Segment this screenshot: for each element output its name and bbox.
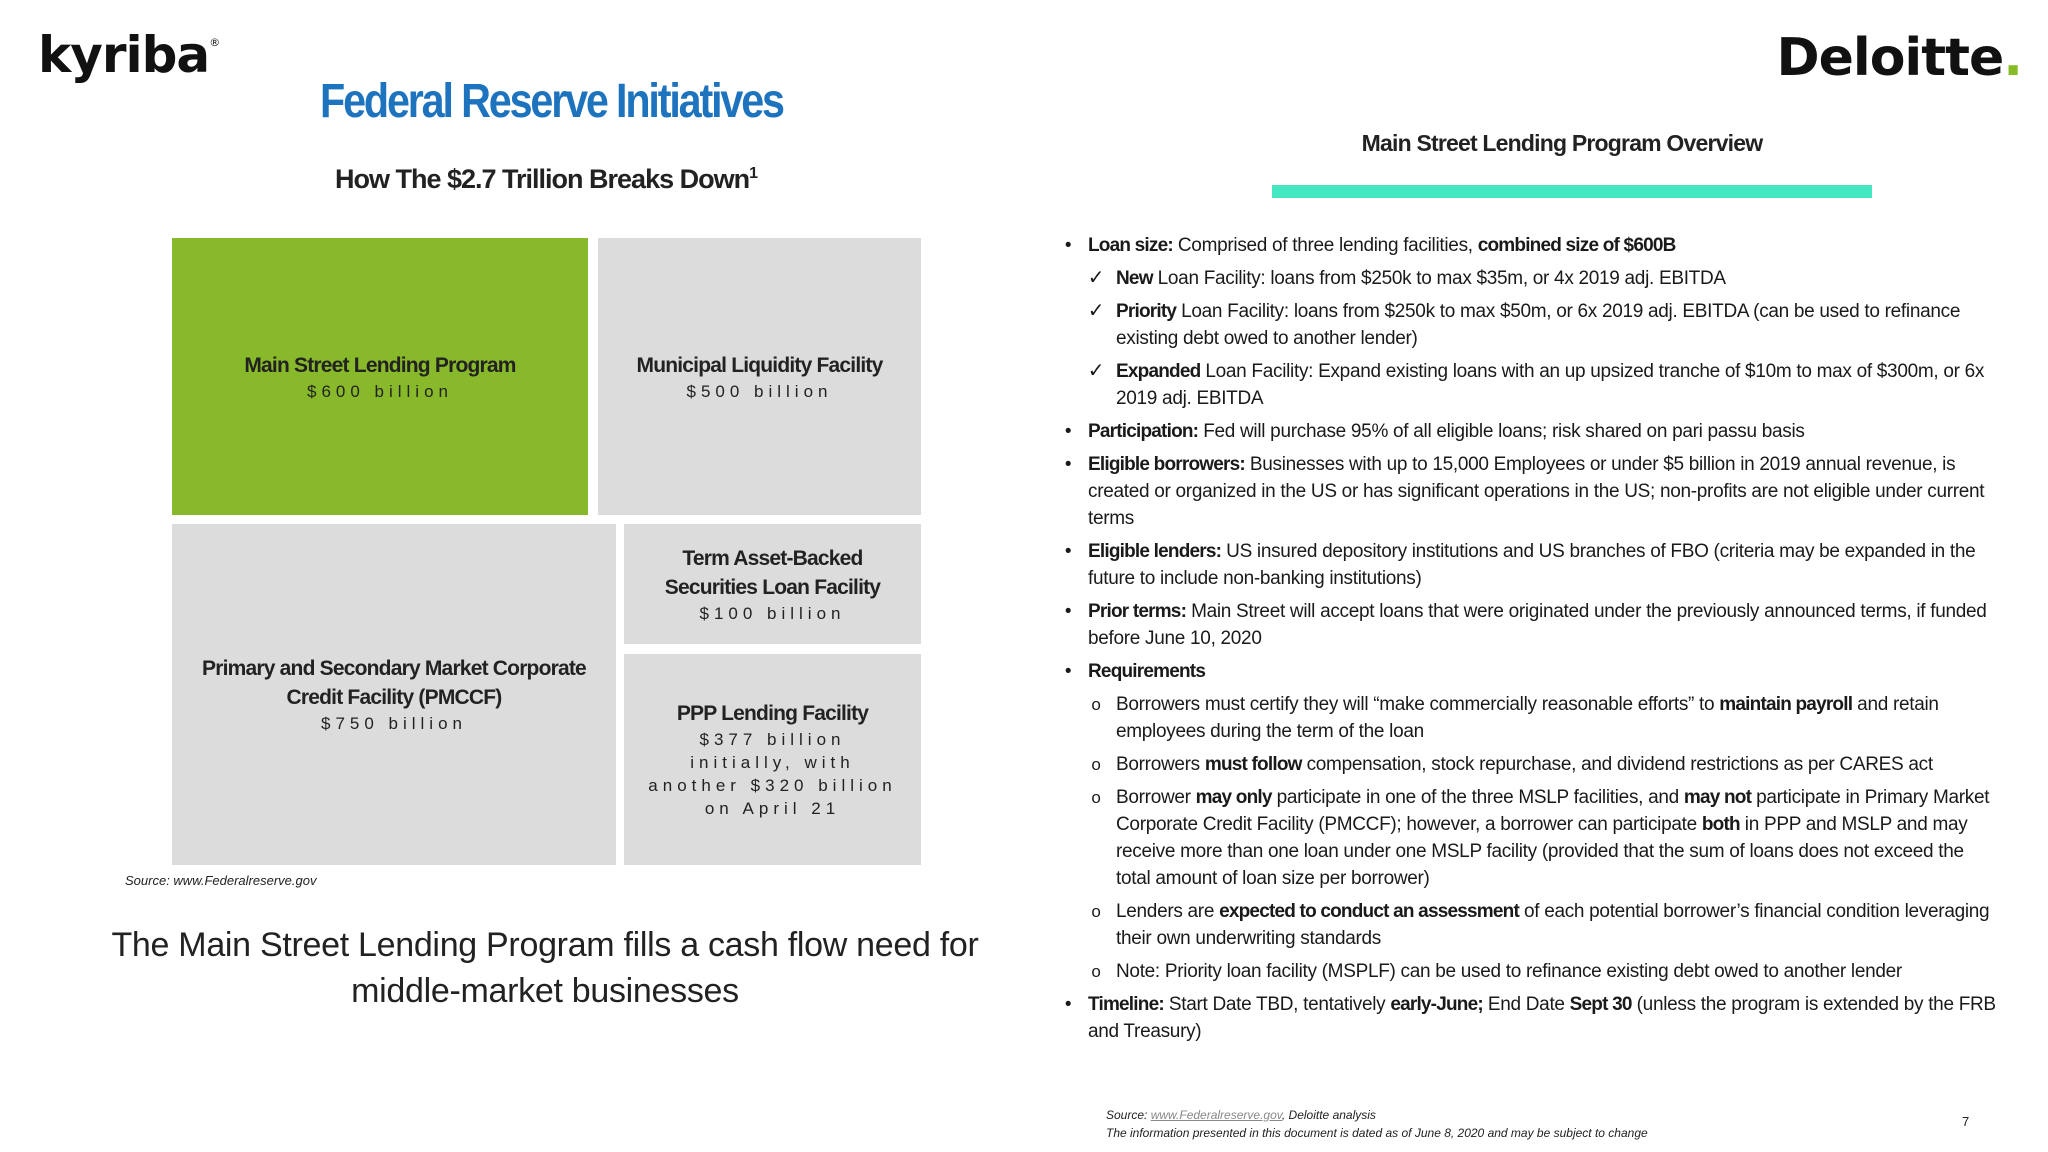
bullet-icon: • bbox=[1064, 541, 1072, 562]
tile-name: Main Street Lending Program bbox=[244, 353, 516, 377]
bullet-icon: • bbox=[1064, 994, 1072, 1015]
tile-value: $377 billion initially, with another $320 billion on April 21 bbox=[648, 730, 897, 818]
source-note: Source: www.Federalreserve.gov bbox=[125, 873, 317, 888]
circle-bullet-icon: o bbox=[1091, 788, 1101, 807]
list-item: ✓ Expanded Loan Facility: Expand existing loans with an up upsized tranche of $10m to max of $300m, or 6x 2019 adj. EBITDA bbox=[1080, 358, 2002, 412]
source-link[interactable]: www.Federalreserve.gov bbox=[1150, 1108, 1282, 1122]
tile-value: $500 billion bbox=[686, 381, 833, 401]
checkmark-icon: ✓ bbox=[1087, 360, 1105, 382]
list-item: o Borrowers must certify they will “make commercially reasonable efforts” to maintain payroll and retain employees during the term of the loan bbox=[1080, 691, 2002, 745]
tile-name: Term Asset-Backed Securities Loan Facility bbox=[664, 546, 881, 599]
list-item: • Requirements bbox=[1052, 658, 2002, 685]
tile-name: Municipal Liquidity Facility bbox=[636, 353, 883, 377]
list-item: o Lenders are expected to conduct an assessment of each potential borrower’s financial condition leveraging their own underwriting standards bbox=[1080, 898, 2002, 952]
takeaway-statement: The Main Street Lending Program fills a cash flow need for middle-market businesses bbox=[111, 926, 979, 1010]
list-item: ✓ Priority Loan Facility: loans from $250k to max $50m, or 6x 2019 adj. EBITDA (can be used to refinance existing debt owed to another lender) bbox=[1080, 298, 2002, 352]
kyriba-logo: kyriba® bbox=[38, 26, 220, 84]
bullet-icon: • bbox=[1064, 421, 1072, 442]
circle-bullet-icon: o bbox=[1091, 902, 1101, 921]
tile-value: $100 billion bbox=[699, 603, 846, 623]
list-item: • Timeline: Start Date TBD, tentatively early-June; End Date Sept 30 (unless the program is extended by the FRB and Treasury) bbox=[1052, 991, 2002, 1045]
overview-accent-bar bbox=[1272, 185, 1872, 198]
chart-title: How The $2.7 Trillion Breaks Down$^1$ bbox=[334, 164, 757, 194]
list-item: • Eligible borrowers: Businesses with up to 15,000 Employees or under $5 billion in 2019 annual revenue, is created or organized in the US or has significant operations in the US; non-profits are not eligible under current terms bbox=[1052, 451, 2002, 532]
deloitte-logo: Deloitte. bbox=[1776, 28, 2022, 88]
tile-pmccf bbox=[172, 524, 616, 865]
tile-municipal-liquidity bbox=[598, 238, 921, 515]
checkmark-icon: ✓ bbox=[1087, 300, 1105, 322]
tile-name: PPP Lending Facility bbox=[676, 702, 869, 725]
footnote: Source: www.Federalreserve.gov, Deloitte analysis The information presented in this document is dated as of June 8, 2020 and may be subject to change bbox=[1106, 1108, 1648, 1140]
bullet-icon: • bbox=[1064, 661, 1072, 682]
tile-value: $750 billion bbox=[320, 714, 467, 733]
list-item: • Loan size: Comprised of three lending facilities, combined size of $600B bbox=[1052, 232, 2002, 259]
list-item: • Participation: Fed will purchase 95% of all eligible loans; risk shared on pari passu basis bbox=[1052, 418, 2002, 445]
list-item: o Note: Priority loan facility (MSPLF) can be used to refinance existing debt owed to another lender bbox=[1080, 958, 2002, 985]
bullet-icon: • bbox=[1064, 601, 1072, 622]
tile-main-street-lending bbox=[172, 238, 588, 515]
page-number: 7 bbox=[1962, 1114, 1970, 1129]
tile-value: $600 billion bbox=[306, 381, 453, 401]
bullet-icon: • bbox=[1064, 235, 1072, 256]
checkmark-icon: ✓ bbox=[1087, 267, 1105, 289]
list-item: ✓ New Loan Facility: loans from $250k to max $35m, or 4x 2019 adj. EBITDA bbox=[1080, 265, 2002, 292]
circle-bullet-icon: o bbox=[1091, 962, 1101, 981]
circle-bullet-icon: o bbox=[1091, 755, 1101, 774]
overview-title: Main Street Lending Program Overview bbox=[1361, 130, 1763, 156]
bullet-icon: • bbox=[1064, 454, 1072, 475]
list-item: • Prior terms: Main Street will accept loans that were originated under the previously announced terms, if funded before June 10, 2020 bbox=[1052, 598, 2002, 652]
page-title: Federal Reserve Initiatives bbox=[320, 75, 783, 128]
tile-ppp-lending bbox=[624, 654, 921, 865]
tile-name: Primary and Secondary Market Corporate Credit Facility (PMCCF) bbox=[202, 657, 586, 709]
list-item: o Borrowers must follow compensation, stock repurchase, and dividend restrictions as per CARES act bbox=[1080, 751, 2002, 778]
list-item: o Borrower may only participate in one of the three MSLP facilities, and may not participate in Primary Market Corporate Credit Facility (PMCCF); however, a borrower can participate both in PPP and MSLP and may receive more than one loan under one MSLP facility (provided that the sum of loans does not exceed the total amount of loan size per borrower) bbox=[1080, 784, 2002, 892]
list-item: • Eligible lenders: US insured depository institutions and US branches of FBO (criteria may be expanded in the future to include non-banking institutions) bbox=[1052, 538, 2002, 592]
tile-talf bbox=[624, 524, 921, 644]
circle-bullet-icon: o bbox=[1091, 695, 1101, 714]
overview-list bbox=[1052, 232, 2002, 1051]
